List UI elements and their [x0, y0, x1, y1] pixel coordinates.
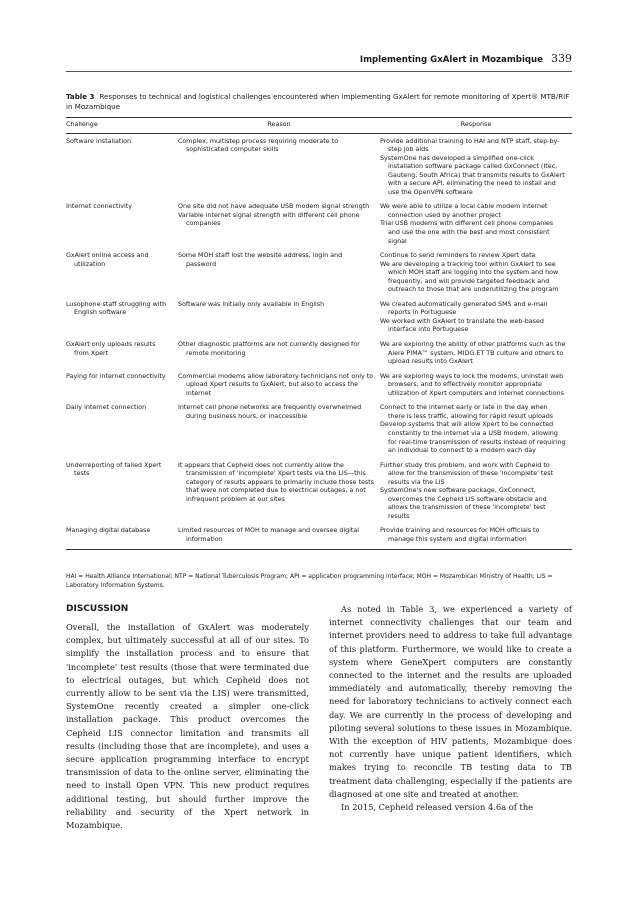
response-text: We are exploring the ability of other platforms such as the Alere PIMA™ system, MIDG.ET TB culture and others to upload results into GxAlert — [380, 341, 566, 366]
response-text: Trial USB modems with different cell phone companies and use the one with the best and most consistent signal — [380, 220, 554, 245]
body-paragraph: In 2015, Cepheid released version 4.6a of the — [341, 802, 534, 813]
header-challenge: Challenge — [66, 118, 178, 134]
discussion-left-column — [66, 603, 309, 832]
cell-reason — [178, 462, 380, 528]
cell-challenge — [66, 133, 178, 203]
cell-response — [380, 462, 572, 528]
table-row — [66, 203, 572, 252]
table-row — [66, 252, 572, 301]
cell-response — [380, 527, 572, 549]
cell-reason — [178, 252, 380, 301]
cell-challenge — [66, 203, 178, 252]
reason-text: Limited resources of MOH to manage and oversee digital information — [178, 527, 360, 543]
table-row — [66, 404, 572, 461]
reason-text: Variable internet signal strength with different cell phone companies — [178, 211, 360, 228]
cell-response — [380, 301, 572, 341]
cell-reason — [178, 301, 380, 341]
header-reason: Reason — [178, 118, 380, 134]
table-header-row — [66, 118, 572, 134]
cell-challenge — [66, 373, 178, 405]
table-caption-text: Responses to technical and logistical challenges encountered when implementing GxAlert for remote monitoring of Xpert® MTB/RIF in Mozambique — [66, 92, 570, 111]
table-label: Table 3 — [66, 92, 95, 101]
challenge-text: Software installation — [66, 137, 132, 145]
response-text: SystemOne's new software package, GxConnect, overcomes the Cepheid LIS software obstacle and allows the transmission of these 'incomplete' test results — [380, 487, 547, 520]
challenge-text: Paying for internet connectivity — [66, 372, 166, 380]
challenge-text: Daily internet connection — [66, 404, 147, 412]
response-text: We are developing a tracking tool within GxAlert to see which MOH staff are logging into the system and how frequently, and will provide targeted feedback and outreach to those that are underutilizing the program — [380, 260, 559, 294]
response-text: Continue to send reminders to review Xpert data — [380, 252, 536, 260]
body-paragraph: As noted in Table 3, we experienced a variety of internet connectivity challenges that our team and internet providers need to address to take full advantage of this platform. Furthermore, we would like to create a system where GeneXpert computers are constantly connected to the internet and the results are uploaded immediately and automatically, thereby removing the need for laboratory technicians to actively connect each day. We are currently in the process of developing and piloting several solutions to these issues in Mozambique. With the exception of HIV patients, Mozambique does not currently have unique patient identifiers, which makes trying to reconcile TB testing data to TB treatment data challenging, especially if the patients are diagnosed at one site and treated at another. — [329, 604, 572, 799]
running-head — [66, 52, 572, 72]
table — [66, 117, 572, 550]
cell-challenge — [66, 527, 178, 549]
cell-challenge — [66, 252, 178, 301]
cell-challenge — [66, 462, 178, 528]
response-text: SystemOne has developed a simplified one-click installation software package called GxConnect (Itec, Gauteng, South Africa) that transmits results to GxAlert with a secure API, eliminating the need to install and use the OpenVPN software — [380, 154, 565, 196]
challenge-text: GxAlert only uploads results from Xpert — [66, 341, 156, 357]
cell-reason — [178, 373, 380, 405]
table-row — [66, 373, 572, 405]
header-response: Response — [380, 118, 572, 134]
table-body — [66, 133, 572, 549]
body-paragraph: Overall, the installation of GxAlert was moderately complex, but ultimately successful at all of our sites. To simplify the installation process and to ensure that 'incomplete' test results (those that were terminated due to electrical outages, but which Cepheid does not currently allow to be sent via the LIS) were transmitted, SystemOne recently created a simpler one-click installation package. This product overcomes the Cepheid LIS connector limitation and transmits all results (including those that are incomplete), and uses a secure application programming interface to encrypt transmission of data to the online server, eliminating the need to install Open VPN. This new product requires additional testing, but should further improve the reliability and security of the Xpert network in Mozambique. — [66, 622, 309, 831]
table-footnote: HAI = Health Alliance International; NTP = National Tuberculosis Program; API = application programming interface; MOH = Mozambican Ministry of Health; LIS = Laboratory Information Systems. — [66, 573, 553, 589]
cell-reason — [178, 404, 380, 461]
cell-reason — [178, 133, 380, 203]
response-text: We were able to utilize a local cable modem internet connection used by another project — [380, 203, 548, 219]
cell-response — [380, 341, 572, 373]
table-row — [66, 462, 572, 528]
challenge-text: GxAlert online access and utilization — [66, 252, 149, 268]
reason-text: Complex, multistep process requiring moderate to sophisticated computer skills — [178, 137, 339, 154]
cell-challenge — [66, 341, 178, 373]
reason-text: Some MOH staff lost the website address, login and password — [178, 252, 343, 268]
response-text: We worked with GxAlert to translate the web-based interface into Portuguese — [380, 317, 544, 334]
page-number: 339 — [551, 52, 572, 65]
cell-reason — [178, 527, 380, 549]
response-text: Further study this problem, and work with Cepheid to allow for the transmission of these 'incomplete' test results via the LIS — [380, 461, 554, 486]
reason-text: Software was initially only available in English — [178, 300, 325, 308]
cell-challenge — [66, 301, 178, 341]
reason-text: Commercial modems allow laboratory technicians not only to upload Xpert results to GxAlert, but also to access the internet — [178, 372, 374, 397]
table-caption — [66, 92, 572, 112]
cell-response — [380, 373, 572, 405]
table-row — [66, 527, 572, 549]
challenge-text: Underreporting of failed Xpert tests — [66, 461, 162, 478]
responses-table — [66, 117, 572, 550]
challenge-text: Lusophone staff struggling with English software — [66, 300, 167, 317]
response-text: We are exploring ways to lock the modems, uninstall web browsers, and to effectively monitor appropriate utilization of Xpert computers and internet connections — [380, 372, 564, 397]
table-row — [66, 133, 572, 203]
reason-text: Other diagnostic platforms are not currently designed for remote monitoring — [178, 341, 360, 357]
cell-reason — [178, 203, 380, 252]
cell-challenge — [66, 404, 178, 461]
running-title: Implementing GxAlert in Mozambique — [359, 55, 543, 65]
table-row — [66, 301, 572, 341]
discussion-right-column — [329, 603, 572, 814]
cell-reason — [178, 341, 380, 373]
response-text: Provide training and resources for MOH officials to manage this system and digital information — [380, 527, 540, 543]
cell-response — [380, 133, 572, 203]
reason-text: It appears that Cepheid does not currently allow the transmission of 'incomplete' Xpert tests via the LIS—this category of results appears to primarily include those tests that were not completed due to electrical outages, a not infrequent problem at our sites — [178, 461, 374, 503]
response-text: We created automatically generated SMS and e-mail reports in Portuguese — [380, 300, 548, 317]
cell-response — [380, 252, 572, 301]
response-text: Provide additional training to HAI and NTP staff, step-by-step job aids — [380, 137, 560, 154]
response-text: Develop systems that will allow Xpert to be connected constantly to the internet via a USB modem, allowing for real-time transmission of results instead of requiring an individual to connect to a modem each day — [380, 421, 566, 455]
section-heading: DISCUSSION — [66, 604, 129, 614]
cell-response — [380, 404, 572, 461]
response-text: Connect to the internet early or late in the day when there is less traffic, allowing for rapid result uploads — [380, 404, 554, 420]
reason-text: One site did not have adequate USB modem signal strength — [178, 203, 370, 211]
cell-response — [380, 203, 572, 252]
reason-text: Internet cell phone networks are frequently overwhelmed during business hours, or inaccessible — [178, 404, 362, 420]
challenge-text: Managing digital database — [66, 527, 151, 535]
challenge-text: Internet connectivity — [66, 203, 133, 211]
table-row — [66, 341, 572, 373]
